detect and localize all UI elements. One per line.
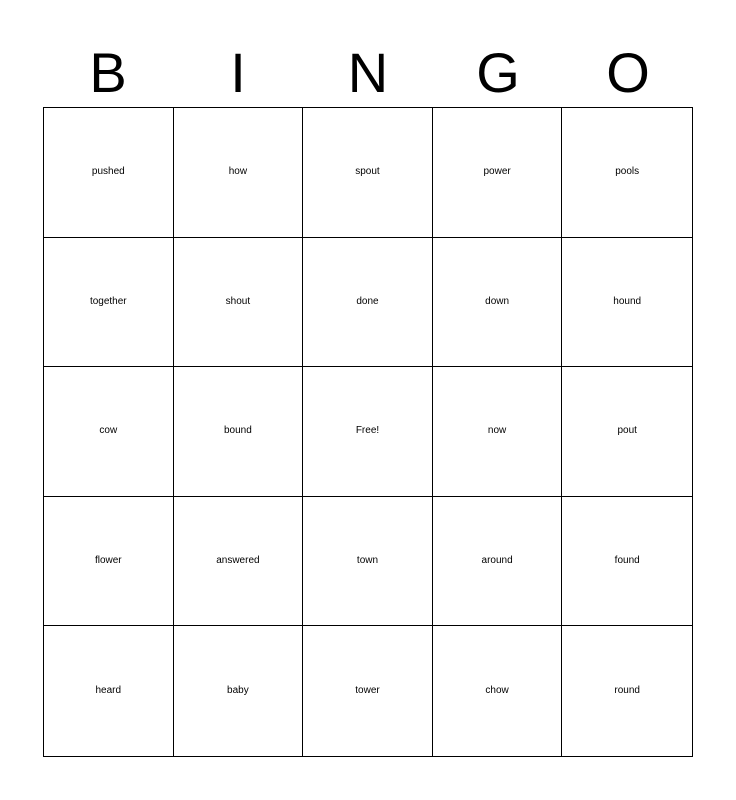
bingo-cell-r5c2: baby xyxy=(174,626,304,756)
bingo-cell-r4c5: found xyxy=(562,497,692,627)
bingo-cell-r3c2: bound xyxy=(174,367,304,497)
bingo-cell-r3c4: now xyxy=(433,367,563,497)
bingo-cell-r4c2: answered xyxy=(174,497,304,627)
bingo-cell-r1c5: pools xyxy=(562,108,692,238)
bingo-cell-r4c4: around xyxy=(433,497,563,627)
bingo-cell-r1c1: pushed xyxy=(44,108,174,238)
bingo-cell-free-space: Free! xyxy=(303,367,433,497)
bingo-cell-r2c2: shout xyxy=(174,238,304,368)
bingo-cell-r5c5: round xyxy=(614,685,640,697)
bingo-cell-r2c1: together xyxy=(44,238,174,368)
bingo-cell-r5c4: chow xyxy=(433,626,563,756)
bingo-cell-r2c5: hound xyxy=(562,238,692,368)
bingo-cell-r2c3: done xyxy=(303,238,433,368)
bingo-cell-r1c2: how xyxy=(174,108,304,238)
bingo-cell-r4c1: flower xyxy=(44,497,174,627)
header-letter-b: B xyxy=(89,41,127,104)
bingo-cell-r1c4: power xyxy=(433,108,563,238)
bingo-cell-r3c5: pout xyxy=(562,367,692,497)
header-letter-o: O xyxy=(606,41,650,104)
header-letter-i: I xyxy=(230,41,246,104)
header-letter-n: N xyxy=(347,41,389,104)
bingo-board xyxy=(43,107,693,757)
bingo-cell-r4c3: town xyxy=(303,497,433,627)
header-letter-g: G xyxy=(476,41,520,104)
bingo-cell-r3c1: cow xyxy=(44,367,174,497)
bingo-cell-r1c3: spout xyxy=(303,108,433,238)
bingo-cell-r5c1: heard xyxy=(44,626,174,756)
bingo-header xyxy=(43,40,693,106)
bingo-cell-r5c3: tower xyxy=(303,626,433,756)
bingo-cell-r2c4: down xyxy=(433,238,563,368)
